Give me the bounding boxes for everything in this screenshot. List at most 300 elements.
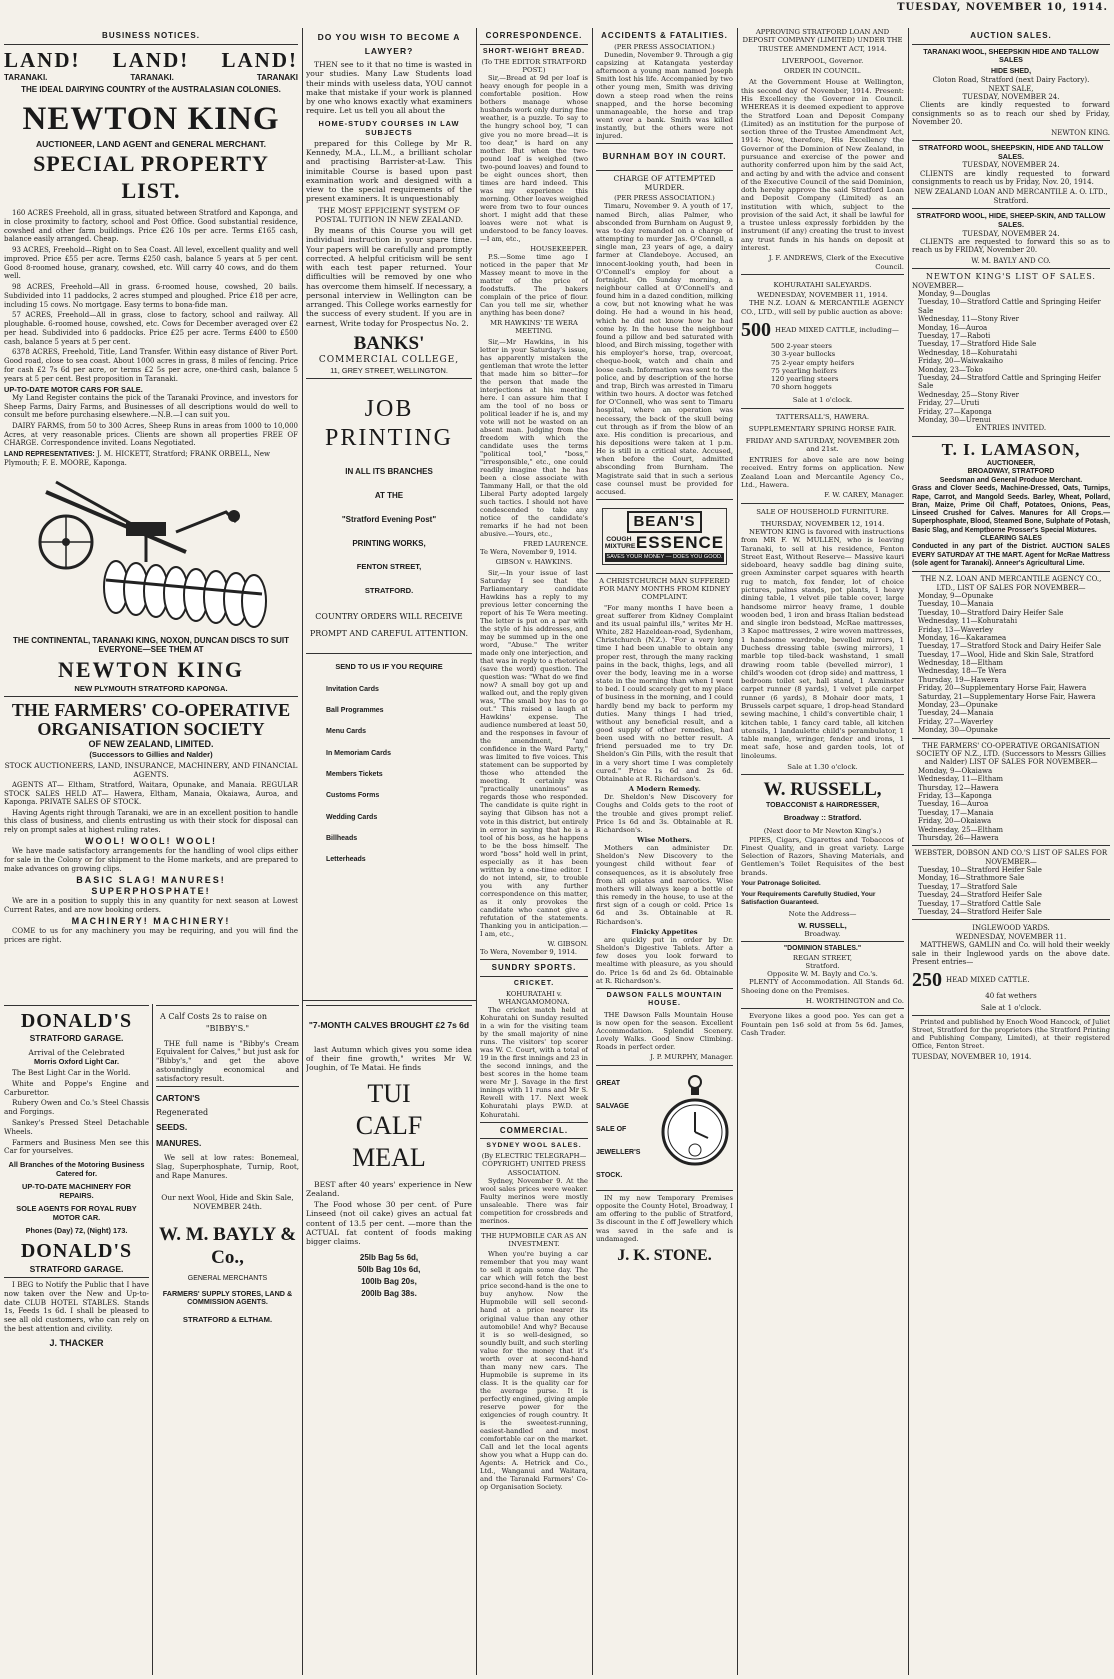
column-correspondence (480, 28, 588, 1675)
imprint-text: Printed and published by Enoch Wood Hancock, of Juliet Street, Stratford for the proprietors (the Stratford Printing and Publishing Company, Limited), at their registered Office, Fenton Street. (912, 1018, 1110, 1050)
dominion-signature: H. WORTHINGTON and Co. (805, 997, 904, 1006)
print-item: Ball Programmes (326, 706, 384, 714)
beans-cough: COUGH MIXTURE (604, 535, 636, 551)
thacker-text: I BEG to Notify the Public that I have now taken over the New and Up-to-date CLUB HOTEL STABLES. Stands 1s, Feeds 1s 6d. I shall be pleased to see all old customers, who can rely on the best attention and civility. (4, 1280, 149, 1333)
lamason-name: T. I. LAMASON, (941, 439, 1081, 459)
calves-heading: "7-MONTH CALVES BROUGHT £2 7s 6d (308, 1020, 470, 1030)
modern-heading: A Modern Remedy. (628, 785, 701, 794)
governor-line: LIVERPOOL, Governor. (781, 56, 864, 65)
salvage-line: SALVAGE (596, 1102, 629, 1110)
price-line: 50lb Bag 10s 6d, (357, 1265, 421, 1275)
column-business-notices (4, 28, 298, 999)
wool2-text: CLIENTS are kindly requested to forward consignments to reach us by Friday, Nov. 20, 1914. (912, 169, 1110, 187)
sale-item: Tuesday, 24—Manaia (918, 709, 994, 718)
finicky-heading: Finicky Appetites (631, 927, 698, 936)
kohuratahi-count: 500 (741, 319, 771, 341)
print-item: Wedding Cards (326, 813, 378, 821)
stratford-line: STRATFORD. (364, 585, 414, 595)
cattle-item: 75 yearling heifers (771, 366, 837, 375)
land-register: My Land Register contains the pick of the Taranaki Province, and investors for Sheep Farms, Dairy Farms, and Businesses of all descriptions would do well to consult me before purchasing elsewhere.—N.B.—I can suit you. (4, 394, 298, 420)
wool-sale-note: Our next Wool, Hide and Skin Sale, NOVEMBER 24th. (161, 1192, 294, 1211)
land-headline: LAND! (112, 47, 190, 72)
wool1-heading: TARANAKI WOOL, SHEEPSKIN HIDE AND TALLOW SALES (923, 46, 1099, 65)
printing-heading: PRINTING (325, 425, 453, 452)
council-heading: ORDER IN COUNCIL. (783, 67, 862, 76)
special-list-title: SPECIAL PROPERTY LIST. (33, 151, 269, 204)
dominion-text: PLENTY of Accommodation. All Stands 6d. Shoeing done on the Premises. (741, 978, 904, 995)
salvage-line: SALE OF (596, 1125, 627, 1133)
tattersall-heading: TATTERSALL'S, HAWERA. (775, 412, 870, 421)
sale-item: Tuesday, 10—Stratford Cattle and Springing Heifer Sale (918, 298, 1101, 315)
kohuratahi-heading: KOHURATAHI SALEYARDS. (773, 280, 872, 289)
farmers-role: STOCK AUCTIONEERS, LAND, INSURANCE, MACHINERY, AND FINANCIAL AGENTS. (4, 761, 298, 780)
salvage-line: GREAT (596, 1079, 620, 1087)
nk-sales-heading: NEWTON KING'S LIST OF SALES. (926, 272, 1096, 282)
region-label: TARANAKI. (130, 73, 174, 83)
sale-item: Monday, 23—Toko (918, 365, 983, 374)
farmers-subtitle: OF NEW ZEALAND, LIMITED. (88, 739, 214, 750)
nzloan-heading: THE N.Z. LOAN AND MERCANTILE AGENCY CO., LTD., LIST OF SALES FOR NOVEMBER— (920, 575, 1102, 592)
wise-text: Mothers can administer Dr. Sheldon's New Discovery to the youngest child without fear of consequences, as it is absolutely free from all opiates and narcotics. Wise mothers will always keep a bottle of this remedy in the house, to use at the first sign of a cough or cold. Price 1s 6d and 3s. Obtainable at R. Richardson's. (596, 844, 733, 926)
branch-towns: NEW PLYMOUTH STRATFORD KAPONGA. (74, 683, 228, 693)
thacker-name: J. THACKER (49, 1337, 104, 1348)
modern-text: Dr. Sheldon's New Discovery for Coughs and Colds gets to the root of the trouble and gives prompt relief. Price 1s 6d and 3s. Obtainable at R. Richardson's. (596, 793, 733, 834)
column-rule (592, 28, 593, 1675)
next-sale-date: TUESDAY, NOVEMBER 24. (962, 93, 1060, 102)
russell-name-2: W. RUSSELL, (798, 920, 847, 930)
household-text: NEWTON KING is favored with instructions from MR F. W. MULLEN, who is leaving Taranaki, to sell at his residence, Fenton Street East, Without Reserve— Massive kauri sideboard, heavy saddle bag dining suite, green Axminster carpet squares with hearth rug to match, fox fender, lot of choice pictures, palms stands, pot plants, 1 heavy dining table, 1 velvet pile table cover, large handsome mirror heavy frame, 1 double wooden bed, 1 iron and brass Italian bedstead and single iron bedstead, McRae mattresses, 3 Kapoc mattresses, 2 wire woven mattresses, 1 handsome wardrobe, bevelled mirrors, 1 Duchess dressing table (swing mirrors), 1 marble top tiled-back washstand, 1 small drawing room table (bevelled mirror), 1 child's wooden cot (drop side) and mattress, 1 bedroom toilet set, hall stand, 1 Axminster carpet runner (8 yards), 1 velvet pile carpet runner (6 yards), 8 Mohair door mats, 1 Brussels carpet square, 1 drop-head Standard sewing machine, 1 child's convertible chair, 1 kitchen table, 1 fancy card table, all kitchen utensils, 1 landaulette child's perambulator, 1 table mangle, wringer, fender and irons, 1 meat safe, hose and garden tools, lot of linoleums. (741, 528, 904, 760)
reps-label: LAND REPRESENTATIVES: (4, 450, 95, 458)
print-item: Billheads (326, 834, 358, 842)
sale-item: Tuesday, 10—Stratford Dairy Heifer Sale (918, 608, 1064, 617)
donalds-phones: Phones (Day) 72, (Night) 173. (25, 1226, 128, 1236)
sale-item: Monday, 9—Opunake (918, 591, 994, 600)
job-heading: JOB (364, 395, 414, 422)
calf-heading: CALF (355, 1111, 423, 1141)
dawson-text: THE Dawson Falls Mountain House is now open for the season. Excellent Accommodation. Splendid Scenery. Lovely Walks. Good Snow Climbing. Roads in perfect order. (596, 1010, 733, 1052)
donalds-garage: STRATFORD GARAGE. (29, 1033, 124, 1044)
machinery-text: COME to us for any machinery you may be requiring, and you will find the prices are right. (4, 927, 298, 944)
donalds-garage: STRATFORD GARAGE. (29, 1263, 124, 1274)
inglewood-cattle: HEAD MIXED CATTLE. (946, 976, 1030, 985)
cartons-name: CARTON'S (156, 1093, 200, 1104)
dominion-street: REGAN STREET, (792, 953, 853, 962)
cattle-item: 120 yearling steers (771, 375, 839, 384)
cattle-item: 30 3-year bullocks (771, 350, 836, 359)
tui-best: BEST after 40 years' experience in New Zealand. (306, 1179, 472, 1198)
sale-item: Saturday, 21—Supplementary Horse Fair, Hawera (918, 692, 1096, 701)
sale-item: Tuesday, 24—Stratford Heifer Sale (918, 908, 1042, 917)
sale-item: Monday, 16—Auroa (918, 323, 988, 332)
motor-cars: UP-TO-DATE MOTOR CARS FOR SALE. (4, 385, 143, 395)
accidents-by: (PER PRESS ASSOCIATION.) (614, 42, 715, 51)
lamason-clearing: CLEARING SALES (980, 534, 1042, 542)
lamason-text-2: Conducted in any part of the District. AUCTION SALES EVERY SATURDAY AT THE MART. Agent for McRae Mattress (sole agent for Taranaki). Anneer's Agricultural Lime. (912, 543, 1110, 567)
cattle-item: 75 2-year empty heifers (771, 358, 855, 367)
banks-name: BANKS' (353, 332, 425, 354)
advertiser-name: NEWTON KING (22, 100, 280, 137)
land-headline: LAND! (221, 47, 298, 72)
hawkins-heading: MR HAWKINS' TE WERA MEETING. (490, 319, 578, 336)
pocket-watch-icon (660, 1072, 730, 1182)
sale-item: Wednesday, 18—Te Wera (918, 667, 1007, 676)
print-item: Menu Cards (326, 728, 367, 736)
donalds-agents: SOLE AGENTS FOR ROYAL RUBY MOTOR CAR. (16, 1204, 137, 1223)
calves-text: last Autumn which gives you some idea of their fine growth," writes Mr W. Joughin, of Te Matai. He finds (306, 1044, 472, 1073)
russell-requirements: Your Requirements Carefully Studied, Your Satisfaction Guaranteed. (741, 890, 876, 906)
wool3-heading: STRATFORD WOOL, HIDE, SHEEP-SKIN, AND TALLOW SALES. (916, 211, 1106, 229)
wool3-text: CLIENTS are requested to forward this so as to reach us by FRIDAY, November 20. (912, 237, 1110, 255)
sale-item: Wednesday, 18—Eltham (918, 659, 1004, 668)
super-text: We are in a position to supply this in any quantity for next season at Lowest Current Rates, and are now booking orders. (4, 896, 298, 914)
wool2-signature: NEW ZEALAND LOAN AND MERCANTILE A. O. LTD., Stratford. (914, 188, 1108, 205)
price-line: 25lb Bag 5s 6d, (359, 1253, 419, 1263)
slag-heading: BASIC SLAG! MANURES! (76, 875, 226, 886)
wool-sales-heading: SYDNEY WOOL SALES. (486, 1142, 582, 1150)
donalds-branches: All Branches of the Motoring Business Catered for. (8, 1160, 145, 1179)
gibson-date: To Wera, November 9, 1914. (480, 948, 577, 957)
property-listings (4, 209, 298, 383)
inglewood-text: MATTHEWS, GAMLIN and Co. will hold their weekly sale in their Inglewood yards on the above date. Present entries— (912, 941, 1110, 966)
manures-label: MANURES. (156, 1137, 202, 1148)
advertiser-name: NEWTON KING (57, 657, 244, 683)
household-sale: Sale at 1.30 o'clock. (787, 762, 858, 771)
stone-name: J. K. STONE. (617, 1246, 712, 1264)
gibson-signature: W. GIBSON. (547, 939, 588, 948)
fcos-heading: THE FARMERS' CO-OPERATIVE ORGANISATION SOCIETY OF N.Z., LTD. (Successors to Messrs Gillies and Nalder) LIST OF SALES FOR NOVEMBER— (916, 741, 1106, 767)
donalds-line: Farmers and Business Men see this Car for yourselves. (4, 1137, 149, 1156)
sale-item: Tuesday, 17—Stratford Hide Sale (918, 340, 1037, 349)
banks-college: COMMERCIAL COLLEGE, (318, 354, 460, 365)
column-tui (306, 1002, 472, 1675)
nk-month: NOVEMBER— (912, 281, 964, 290)
donalds-line: Sankey's Pressed Steel Detachable Wheels. (4, 1117, 149, 1136)
dominion-opposite: Opposite W. M. Bayly and Co.'s. (767, 970, 878, 979)
tattersall-sub: SUPPLEMENTARY SPRING HORSE FAIR. (748, 425, 897, 434)
lawyer-text: THEN see to it that no time is wasted in your studies. Many Law Students load their minds with useless data, YOU cannot make that mistake if your work is planned by one who knows exactly what examiners require. Let us tell you all about the (306, 60, 472, 116)
accidents-heading: ACCIDENTS & FATALITIES. (601, 31, 728, 40)
donalds-title: DONALD'S (20, 1240, 133, 1263)
column-accidents (596, 28, 733, 1675)
sale-item: Friday, 27—Uruti (918, 399, 980, 408)
sale-item: Monday, 30—Opunake (918, 726, 998, 735)
postal-heading: THE MOST EFFICIENT SYSTEM OF POSTAL TUITION IN NEW ZEALAND. (314, 205, 464, 224)
dawson-signature: J. P. MURPHY, Manager. (650, 1053, 733, 1062)
sale-item: Tuesday, 16—Auroa (918, 800, 989, 809)
hawkins-date: Te Wera, November 9, 1914. (480, 548, 577, 557)
gibson-heading: GIBSON v. HAWKINS. (495, 558, 573, 567)
sale-item: Monday, 9—Douglas (918, 290, 991, 299)
branches-line: IN ALL ITS BRANCHES (345, 467, 433, 477)
russell-name: W. RUSSELL, (763, 779, 882, 801)
sale-item: Monday, 9—Okaiawa (918, 766, 993, 775)
lawyer-heading: DO YOU WISH TO BECOME A LAWYER? (317, 32, 461, 56)
sale-item: Friday, 20—Okaiawa (918, 817, 992, 826)
bread-to: (To THE EDITOR STRATFORD POST.) (481, 57, 587, 75)
listing-item: 57 ACRES, Freehold—All in grass, close to factory, school and railway. All ploughable. 6-roomed house, cowshed, etc. Cows for December averaged over £2 per head. Subdivided into 6 paddocks. Price £25 per acre. Terms £400 to £500 cash, balance 5 years at 5 per cent. (4, 311, 298, 346)
donalds-line: The Best Light Car in the World. (12, 1068, 131, 1078)
sale-item: Thursday, 26—Hawera (918, 833, 999, 842)
corr-heading: CORRESPONDENCE. (485, 31, 583, 40)
imprint-date: TUESDAY, NOVEMBER 10, 1914. (912, 1052, 1032, 1061)
send-line: SEND TO US IF YOU REQUIRE (335, 661, 443, 671)
donalds-machinery: UP-TO-DATE MACHINERY FOR REPAIRS. (22, 1182, 131, 1201)
tui-heading: TUI (367, 1079, 411, 1109)
disc-harrow-icon (26, 472, 276, 632)
tattersall-text: ENTRIES for above sale are now being received. Entry forms on application. New Zealand Loan and Mercantile Agency Co., Ltd., Hawera. (741, 456, 904, 489)
wool1-text: Clients are kindly requested to forward consignments so as to reach our shed by Friday, November 20. (912, 101, 1110, 127)
sale-item: Wednesday, 11—Eltham (918, 775, 1004, 784)
donalds-arrival: Arrival of the Celebrated (28, 1047, 125, 1057)
sale-item: Friday, 27—Kaponga (918, 407, 992, 416)
russell-patronage: Your Patronage Solicited. (741, 879, 821, 887)
tattersall-signature: F. W. CAREY, Manager. (824, 491, 904, 500)
reps-names: J. M. HICKETT, Stratford; FRANK ORBELL, New Plymouth; F. E. MOORE, Kaponga. (4, 449, 270, 468)
banks-address: 11, GREY STREET, WELLINGTON. (330, 365, 448, 375)
kohuratahi-date: WEDNESDAY, NOVEMBER 11, 1914. (757, 291, 888, 300)
sale-item: Wednesday, 11—Kohuratahi (918, 617, 1018, 626)
fenton-line: FENTON STREET, (356, 562, 422, 572)
sale-item: Friday, 20—Supplementary Horse Fair, Hawera (918, 684, 1087, 693)
burnham-heading: BURNHAM BOY IN COURT. (602, 152, 727, 162)
cattle-item: 70 shorn hoggets (771, 383, 832, 392)
column-bayly (156, 1002, 299, 1675)
sale-item: Tuesday, 10—Stratford Heifer Sale (918, 866, 1042, 875)
super-heading: SUPERPHOSPHATE! (91, 886, 211, 897)
sale-item: Tuesday, 17—Stratford Cattle Sale (918, 899, 1041, 908)
beans-essence: ESSENCE (635, 533, 725, 553)
hide-shed-address: Cloton Road, Stratford (next Dairy Factory). (932, 76, 1090, 85)
advertiser-role: AUCTIONEER, LAND AGENT and GENERAL MERCHANT. (36, 139, 266, 150)
commercial-heading: COMMERCIAL. (499, 1125, 569, 1135)
sale-item: Wednesday, 25—Stony River (918, 390, 1019, 399)
wool-text: We have made satisfactory arrangements for the handling of wool clips either for sale in the Colony or for shipment to the Home markets, and are prepared to make advances on growing clips. (4, 847, 298, 873)
hupmobile-text: When you're buying a car remember that you may want to sell it again some day. The car which will fetch the best price second-hand is the one to buy anyhow. Now the Hupmobile will sell second-hand at a price nearer its original value than any other automobile! And why? Because it is so well-designed, so soundly built, and such sterling value for the money that it's worth over at second-hand than many new cars. The Hupmobile is supreme in its class. It is the quality car for the average purse. It is perfectly engined, giving ample reserve power for the exigencies of rough country. It is the sweetest-running, easiest-handled and most comfortable car on the market. Call and let the local agents show you what a Hupp can do. Agents: A. Hetrick and Co., Ltd., Wanganui and Waitara, and the Taranaki Farmers' Co-op Organisation Society. (480, 1250, 588, 1492)
listing-item: 98 ACRES, Freehold—All in grass. 6-roomed house, cowshed, 20 bails. Subdivided into 11 paddocks, 2 acres stumped and ploughed. Price £18 per acre, including 15 cows. No mortgage. Easy terms to bona-fide man. (4, 283, 298, 309)
ideal-country: THE IDEAL DAIRYING COUNTRY of the AUSTRALASIAN COLONIES. (21, 85, 281, 95)
dairy-farms: DAIRY FARMS, from 50 to 300 Acres, Sheep Runs in areas from 1000 to 10,000 Acres, at very reasonable prices. Clients are shown all properties FREE OF CHARGE. Correspondence invited. Loans Negotiated. (4, 422, 298, 448)
kidney-heading: A CHRISTCHURCH MAN SUFFERED FOR MANY MONTHS FROM KIDNEY COMPLAINT. (599, 577, 730, 602)
household-date: THURSDAY, NOVEMBER 12, 1914. (760, 519, 885, 528)
sale-item: Tuesday, 24—Stratford Cattle and Springing Heifer Sale (918, 373, 1101, 391)
sale-item: Monday, 16—Strathmore Sale (918, 874, 1025, 883)
bread-heading: SHORT-WEIGHT BREAD. (482, 47, 586, 55)
print-item: Members Tickets (326, 770, 383, 778)
council-signature: J. F. ANDREWS, Clerk of the Executive Council. (768, 254, 904, 271)
hawkins-signature: FRED LAURENCE. (523, 540, 588, 549)
print-item: Invitation Cards (326, 685, 379, 693)
column-donalds (4, 1002, 149, 1675)
bibby-text: THE full name is "Bibby's Cream Equivalent for Calves," but just ask for "Bibby's," and get the above astoundingly economical and satisfactory result. (156, 1038, 299, 1083)
hawkins-text: Sir,—Mr Hawkins, in his letter in your Saturday's issue, has apparently mistaken the gentleman that wrote the letter that made him so bitter—for the person that made the interjections at his meeting here. I can assure him that I am the tool of no boss or political leader if he is, and my vote will not be wasted on an absent man. Judging from the freedom with which the candidate uses the terms "political tool," "boss," "irresponsible," etc., one could readily imagine that he has been a close associate with Tammany Hall, or that the old Liberal Party adopted largely such tactics. I should not have condescended to take any notice of the candidate's remarks if he had not been abusive.—Yours, etc., (480, 337, 588, 539)
tui-food: The Food whose 30 per cent. of Pure Linseed (not oil cake) gives an actual fat content of 13.5 per cent. —more than the ACTUAL fat content of foods making bigger claims. (306, 1200, 472, 1247)
print-item: In Memoriam Cards (326, 749, 391, 757)
sale-item: Friday, 27—Waverley (918, 717, 994, 726)
column-law-printing (306, 28, 472, 999)
tattersall-date: FRIDAY AND SATURDAY, NOVEMBER 20th and 21st. (745, 436, 900, 453)
print-item: Customs Forms (326, 792, 380, 800)
cash-trader-note: Everyone likes a good poo. Yes can get a Fountain pen 1s6 sold at from 5s 6d. James, Cash Trader. (741, 1012, 904, 1037)
column-rule (908, 28, 909, 1675)
inglewood-heading: INGLEWOOD YARDS. (972, 924, 1050, 933)
sale-item: Friday, 20—Waiwakaiho (918, 357, 1004, 366)
seeds-label: SEEDS. (156, 1121, 188, 1132)
salvage-line: JEWELLER'S (596, 1148, 641, 1156)
russell-broadway: Broadway. (804, 930, 841, 939)
lamason-address: BROADWAY, STRATFORD (967, 468, 1055, 476)
farmers-successors: (Successors to Gillies and Nalder) (89, 749, 213, 759)
auction-heading: AUCTION SALES. (970, 31, 1052, 40)
dominion-heading: "DOMINION STABLES." (783, 945, 862, 953)
sale-item: Monday, 23—Opunake (918, 701, 998, 710)
sale-item: Tuesday, 17—Raboti (918, 332, 991, 341)
price-line: 100lb Bag 20s, (361, 1277, 417, 1287)
salvage-line: STOCK. (596, 1171, 623, 1179)
regen-label: Regenerated (156, 1107, 209, 1117)
hide-shed: HIDE SHED, (990, 67, 1032, 75)
wise-heading: Wise Mothers. (637, 836, 692, 844)
lamason-text: Grass and Clover Seeds, Machine-Dressed, Oats, Turnips, Rape, Carrot, and Mangold Seeds. Barley, Wheat, Pollard, Bran, Maize, Prime Oil Chaff, Potatoes, Onions, Peas, Linseed Crushed for Calves. Manures for All Crops.—Superphosphate, Blood, Steamed Bone, Sulphate of Potash, Basic Slag, and Kemptborne Prosser's Special Mixtures. (912, 485, 1110, 534)
burnham-text: Timaru, November 9. A youth of 17, named Birch, alias Palmer, who absconded from Burnham on August 9, was to-day remanded on a charge of attempting to murder Jas. O'Connell, a single man, 23 years of age, a dairy farmer at Clandeboye. Accused, an innocent-looking youth, had been in O'Connell's employ for about a fortnight. On Sunday morning, a neighbour called at O'Connell's and found him in a dazed condition, milking a cow, but not knowing what he was doing. He had a wound in his head, which he did not know how he had come by. In the house the neighbour found a pillow and bed saturated with blood, and Birch missing, together with his employer's horse, trap, overcoat, cheque-book, watch and chain and loose cash. Information was sent to the police, and by description of the horse and trap, Birch was arrested in Timaru within two hours. A doctor was fetched for O'Connell, who was sent to Timaru hospital, where an operation was necessary, the back of the skull being cut through as if from the blow of an axe. His condition is precarious, and his depositions were taken at 1 p.m. He is still in a critical state. Accused, when before the Court, admitted absconding from Burnham. The Magistrate said that in such a serious case counsel must be provided for accused. (596, 202, 733, 496)
bayly-stores: FARMERS' SUPPLY STORES, LAND & COMMISSION AGENTS. (162, 1288, 293, 1307)
entries-invited: ENTRIES INVITED. (975, 424, 1047, 433)
donalds-title: DONALD'S (20, 1010, 133, 1032)
burnham-by: (PER PRESS ASSOCIATION.) (614, 194, 715, 203)
home-study-heading: HOME-STUDY COURSES IN LAW SUBJECTS (318, 118, 460, 137)
sale-item: Wednesday, 25—Eltham (918, 825, 1004, 834)
column-rule (302, 28, 303, 1675)
bread-ps: P.S.—Some time ago I noticed in the paper that Mr Massey meant to move in the matter of the price of foodstuffs. The bakers complain of the price of flour. Can you tell me sir, whether anything has been done? (480, 252, 588, 318)
inglewood-fat: 40 fat wethers (985, 992, 1037, 1001)
listing-item: 93 ACRES, Freehold—Right on to Sea Coast. All level, excellent quality and well improved. Price £55 per acre. Terms £250 cash, balance 5 years at 5 per cent. Good 8-roomed house, granary, cowshed, etc. Will carry 40 cows, and do them well. (4, 246, 298, 281)
burnham-sub: CHARGE OF ATTEMPTED MURDER. (613, 174, 716, 193)
column-council-sales (741, 28, 904, 1675)
beans-essence-ad (602, 508, 727, 565)
postal-text: By means of this Course you will get individual instruction in your spare time. Your papers will be carefully and promptly corrected. A helpful criticism will be sent with each test paper returned. Your difficulties will be removed by one who has overcome them himself. If necessary, a personal interview in Wellington can be arranged. This College works earnestly for the success of every student. If you are in earnest, Write today for Prospectus No. 2. (306, 226, 472, 328)
sale-item: Monday, 16—Kakaramea (918, 633, 1007, 642)
donalds-line: White and Poppe's Engine and Carburettor. (4, 1078, 149, 1097)
sale-item: Friday, 13—Waverley (918, 625, 994, 634)
works-line: PRINTING WORKS, (352, 538, 426, 548)
meal-heading: MEAL (352, 1142, 426, 1172)
council-text: At the Government House at Wellington, this second day of November, 1914. Present: His Excellency the Governor in Council. WHEREAS it is deemed expedient to approve the Stratford Loan and Deposit Company (Limited) as an institution for the purpose of section three of the Trustee Amendment Act, 1914: Now, therefore, His Excellency the Governor of the Dominion of New Zealand, in pursuance and exercise of the power and authority conferred upon him by the said Act, and acting by and with the advice and consent of the Executive Council of the said Dominion, doth hereby approve the said Stratford Loan and Deposit Company (Limited) as an institution with which, subject to the provision of the said Act, it shall be lawful for a trustee unless expressly forbidden by the instrument (if any) creating the trust to invest any trust funds in his hands on deposit at interest. (741, 78, 904, 253)
listing-item: 160 ACRES Freehold, all in grass, situated between Stratford and Kaponga, and in close proximity to factory, school and Post Office. Good substantial residence, cowshed and other farm buildings. Price £26 10s per acre. Terms £165 cash, balance easily arranged. Cheap. (4, 209, 298, 244)
russell-next: (Next door to Mr Newton King's.) (763, 827, 882, 836)
calf-cost: A Calf Costs 2s to raise on (160, 1012, 267, 1021)
sundry-heading: SUNDRY SPORTS. (491, 963, 577, 973)
inglewood-date: WEDNESDAY, NOVEMBER 11. (955, 932, 1067, 941)
sale-item: Tuesday, 17—Stratford Stock and Dairy Heifer Sale (918, 642, 1102, 651)
listing-item: 6378 ACRES, Freehold, Title, Land Transfer. Within easy distance of River Port. Good road, close to sea coast. About 1000 acres in grass, 8 miles of fencing. Price for cash £2 7s 6d per acre, or terms £2 5s per acre, one-third cash, balance 5 years at 5 per cent. Best proposition in Taranaki. (4, 348, 298, 383)
approving-heading: APPROVING STRATFORD LOAN AND DEPOSIT COMPANY (LIMITED) UNDER THE TRUSTEE AMENDMENT ACT, 1914. (742, 28, 903, 53)
inglewood-sale: Sale at 1 o'clock. (980, 1003, 1042, 1012)
accidents-text: Dunedin, November 9. Through a gig capsizing at Katangata yesterday afternoon a young man named Joseph Smith lost his life. Accompanied by two other young men, Smith was driving down a steep road when the reins snapped, and the horse becoming unmanageable, the horse and trap went over a bank. Smith was killed instantly, but the others were not injured. (596, 50, 733, 141)
region-label: TARANAKI (256, 73, 298, 83)
home-study-text: prepared for this College by Mr R. Kennedy, M.A., LL.M., a brilliant scholar and practising Barrister-at-Law. This inimitable Course is based upon past examination work and designed with a view to the special requirements of the present examiners. It is unquestionably (306, 138, 472, 204)
region-label: TARANAKI. (4, 73, 48, 83)
machinery-heading: MACHINERY! MACHINERY! (71, 916, 231, 927)
country-orders: COUNTRY ORDERS WILL RECEIVE PROMPT AND CAREFUL ATTENTION. (309, 611, 469, 638)
sale-item: Tuesday, 10—Manaia (918, 600, 994, 609)
divider (302, 1000, 476, 1001)
at-the-line: AT THE (374, 491, 404, 501)
post-name: "Stratford Evening Post" (341, 514, 437, 524)
sale-item: Friday, 13—Kaponga (918, 791, 992, 800)
section-heading: BUSINESS NOTICES. (102, 31, 200, 40)
kohuratahi-sale: Sale at 1 o'clock. (792, 395, 853, 404)
sale-item: Tuesday, 17—Manaia (918, 808, 994, 817)
next-sale: NEXT SALE, (988, 84, 1034, 93)
russell-note: Note the Address— (788, 909, 857, 918)
cattle-item: 500 2-year steers (771, 342, 832, 350)
donalds-line: Rubery Owen and Co.'s Steel Chassis and Forgings. (4, 1098, 149, 1117)
print-item: Letterheads (326, 856, 366, 864)
sale-item: Tuesday, 24—Stratford Heifer Sale (918, 891, 1042, 900)
russell-text: PIPES, Cigars, Cigarettes and Tobaccos of Finest Quality, and in great variety. Large Selection of Razors, Shaving Materials, and Gentlemen's Toilet Requisites of the best brands. (741, 835, 904, 877)
stone-text: IN my new Temporary Premises opposite the County Hotel, Broadway, I am offering to the public of Stratford, 3s discount in the £ off Jewellery which was saved in the safe and is undamaged. (596, 1194, 733, 1243)
sale-item: Wednesday, 11—Stony River (918, 315, 1019, 324)
russell-address: Broadway :: Stratford. (783, 813, 862, 823)
beans-slogan: SAVES YOUR MONEY — DOES YOU GOOD. (606, 554, 723, 561)
kidney-text: "For many months I have been a great sufferer from Kidney Complaint and its usual painful ills," writes Mr H. White, 282 Hazeldean-road, Sydenham, Christchurch (N.Z.). "For a very long time I had been unable to obtain any proper rest, through the many racking pains in the back, thighs, legs, and all over the body, leaving me in a worse state in the morning than when I went to bed. I could scarcely get to my place of business in the morning, and I could hardly bend my back to perform my duties. Many things I had tried, without any beneficial result, and a good supply of other remedies, had been used with no better result. A friend persuaded me to try Dr. Sheldon's Gin Pills, with the result that in a very short time I was completely cured." Price 1s 6d and 2s 6d. Obtainable at R. Richardson's. (596, 603, 733, 783)
sale-item: Tuesday, 17—Wool, Hide and Skin Sale, Stratford (918, 650, 1094, 659)
sale-item: Thursday, 12—Hawera (918, 783, 999, 792)
wool1-signature: NEWTON KING. (1051, 128, 1110, 137)
column-rule (476, 28, 477, 1675)
finicky-text: are quickly put in order by Dr. Sheldon's Digestive Tablets. After a few doses you look forward to mealtime with pleasure, as you should do. Price 1s 6d and 2s 6d. Obtainable at R. Richardson's. (596, 935, 733, 985)
column-rule (152, 1004, 153, 1675)
page-dateline: TUESDAY, NOVEMBER 10, 1914. (897, 2, 1108, 13)
wool-heading: WOOL! WOOL! WOOL! (85, 836, 217, 847)
manures-text: We sell at low rates: Bonemeal, Slag, Superphosphate, Turnip, Root, and Rape Manures. (156, 1153, 299, 1180)
hupmobile-heading: THE HUPMOBILE CAR AS AN INVESTMENT. (481, 1231, 587, 1249)
wool-sales-by: (By ELECTRIC TELEGRAPH—COPYRIGHT) UNITED PRESS ASSOCIATION. (481, 1152, 587, 1177)
column-auction-sales (912, 28, 1110, 1675)
bayly-towns: STRATFORD & ELTHAM. (182, 1315, 273, 1325)
bayly-name: W. M. BAYLY & Co., (158, 1223, 297, 1268)
wool2-date: TUESDAY, NOVEMBER 24. (962, 161, 1060, 170)
discs-text: THE CONTINENTAL, TARANAKI KING, NOXON, DUNCAN DISCS TO SUIT EVERYONE—SEE THEM AT (13, 635, 289, 655)
farmers-branches: Having Agents right through Taranaki, we are in an excellent position to handle this class of business, and clients entrusting us with their stock for disposal can rely on prompt sales at highest ruling rates. (4, 808, 298, 834)
household-heading: SALE OF HOUSEHOLD FURNITURE. (756, 507, 889, 516)
sale-item: Thursday, 19—Hawera (918, 675, 999, 684)
price-line: 200lb Bag 38s. (361, 1289, 417, 1299)
russell-role: TOBACCONIST & HAIRDRESSER, (765, 802, 880, 810)
land-headline: LAND! (4, 47, 81, 72)
sale-item: Wednesday, 18—Kohuratahi (918, 348, 1018, 357)
kohuratahi-cattle: HEAD MIXED CATTLE, including— (775, 325, 899, 334)
wool-sales-text: Sydney, November 9. At the wool sales prices were weaker. Faulty merinos were mostly unsaleable. There was fair competition for crossbreds and merinos. (480, 1176, 588, 1225)
gibson-text: Sir,—In your issue of last Saturday I see that the Parliamentary candidate Hawkins has a reply to my previous letter concerning the report of his Te Wera meeting. The letter is put on a par with the style of his addresses, and may be summed up in the one word, "Abuse." The writer made only one interjection, and that was in reply to a rhetorical (save the word) question. The question was: "What do we find now? A small boy got up and walked out, and the reply given was, "The small boy has to go out." This raised a laugh at Hawkins' expense. The audience numbered at least 50, and the responses in favour of the amendment, "and confidence in the Ward Party," was limited to five voices. This statement can be supported by those who attended the meeting. It certainly was "practically unanimous" as regards those who responded. The candidate is quite right in saying that Gibson has not a vote in this district, but entirely in error in saying that he is a tool of his boss, as he happens to be the boss himself. The word "boss" hold well in print, especially as it has been written by a one-time editor. I do not intend, sir, to trouble you with any further correspondence on this matter, as it only provokes the candidate who cannot give a refutation of the statements. Thanking you in anticipation.—I am, etc., (480, 568, 588, 938)
lamason-sub: Seedsman and General Produce Merchant. (939, 476, 1083, 484)
bayly-role: GENERAL MERCHANTS (187, 1274, 268, 1282)
bibby-name: "BIBBY'S." (205, 1023, 250, 1033)
donalds-car: Morris Oxford Light Car. (34, 1057, 119, 1066)
bread-text: Sir,—Bread at 9d per loaf is heavy enough for people in a comfortable position. How bothers manage whose husbands work only during fine weather, is a puzzle. To say to the hungry school boy, "I can give you no more bread—it is too dear," is hard on any mother. But when the two-pound loaf is weighed (two two-pound loaves) and found to be eight ounces short, then times are hard indeed. This was my experience this morning. Other loaves weighed were from two to four ounces short. I might add that these loaves were not what is understood to be fancy loaves.—I am, etc., (480, 74, 588, 243)
wool2-heading: STRATFORD WOOL, SHEEPSKIN, HIDE AND TALLOW SALES. (918, 143, 1104, 161)
dawson-heading: DAWSON FALLS MOUNTAIN HOUSE. (606, 991, 723, 1008)
cricket-heading: CRICKET. (513, 979, 555, 987)
farmers-title: THE FARMERS' CO-OPERATIVE ORGANISATION SOCIETY (11, 700, 291, 740)
bread-signature: HOUSEKEEPER. (530, 244, 588, 253)
beans-title: BEAN'S (627, 511, 701, 533)
sale-item: Tuesday, 17—Stratford Sale (918, 882, 1018, 891)
dominion-town: Stratford. (805, 961, 840, 970)
plough-illustration (4, 472, 298, 632)
wool3-signature: W. M. BAYLY AND CO. (971, 256, 1051, 265)
wool3-date: TUESDAY, NOVEMBER 24. (962, 229, 1060, 238)
lamason-role: AUCTIONEER, (986, 460, 1036, 468)
